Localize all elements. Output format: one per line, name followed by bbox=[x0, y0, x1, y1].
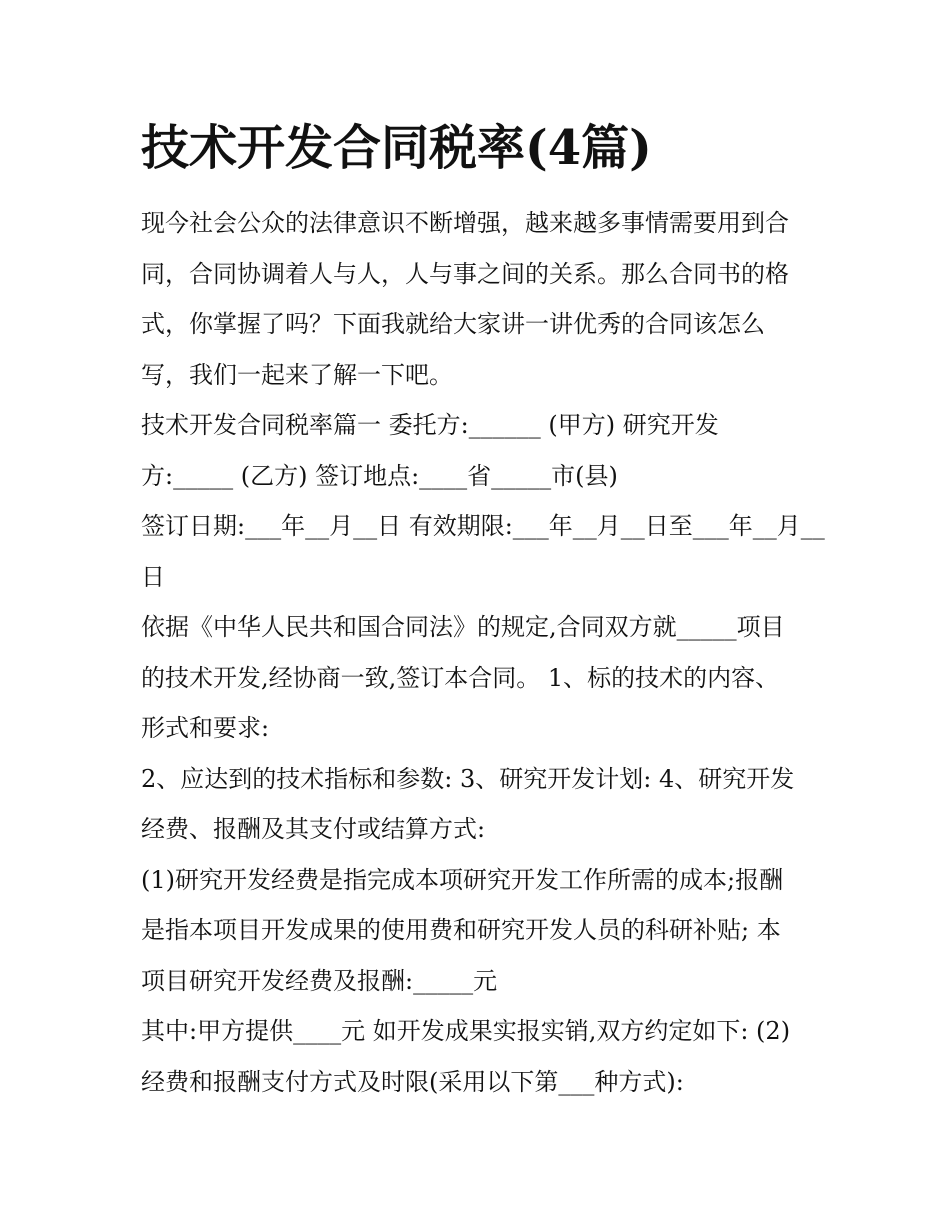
paragraph-line: 现今社会公众的法律意识不断增强，越来越多事情需要用到合 bbox=[141, 209, 789, 237]
paragraph-line: 2、应达到的技术指标和参数: 3、研究开发计划: 4、研究开发 bbox=[141, 765, 795, 793]
paragraph-line: 项目研究开发经费及报酬:_____元 bbox=[141, 967, 498, 995]
paragraph-line: 式，你掌握了吗？下面我就给大家讲一讲优秀的合同该怎么 bbox=[141, 310, 765, 338]
paragraph-line: 签订日期:___年__月__日 有效期限:___年__月__日至___年__月__ bbox=[141, 512, 825, 540]
paragraph-line: 方:_____ (乙方) 签订地点:____省_____市(县) bbox=[141, 462, 618, 490]
document-title: 技术开发合同税率(4篇) bbox=[141, 120, 652, 176]
paragraph-line: 其中:甲方提供____元 如开发成果实报实销,双方约定如下: (2) bbox=[141, 1017, 791, 1045]
paragraph-line: 经费、报酬及其支付或结算方式: bbox=[141, 815, 486, 843]
paragraph-line: 的技术开发,经协商一致,签订本合同。 1、标的技术的内容、 bbox=[141, 664, 780, 692]
paragraph-line: 是指本项目开发成果的使用费和研究开发人员的科研补贴; 本 bbox=[141, 916, 781, 944]
paragraph-line: 同，合同协调着人与人，人与事之间的关系。那么合同书的格 bbox=[141, 260, 789, 288]
paragraph-line: 写，我们一起来了解一下吧。 bbox=[141, 361, 453, 389]
paragraph-line: 经费和报酬支付方式及时限(采用以下第___种方式): bbox=[141, 1068, 684, 1096]
paragraph-line: 依据《中华人民共和国合同法》的规定,合同双方就_____项目 bbox=[141, 613, 785, 641]
paragraph-line: 技术开发合同税率篇一 委托方:______ (甲方) 研究开发 bbox=[141, 411, 719, 439]
paragraph-line: 形式和要求: bbox=[141, 714, 270, 742]
paragraph-line: (1)研究开发经费是指完成本项研究开发工作所需的成本;报酬 bbox=[141, 866, 784, 894]
paragraph-line: 日 bbox=[141, 563, 165, 591]
